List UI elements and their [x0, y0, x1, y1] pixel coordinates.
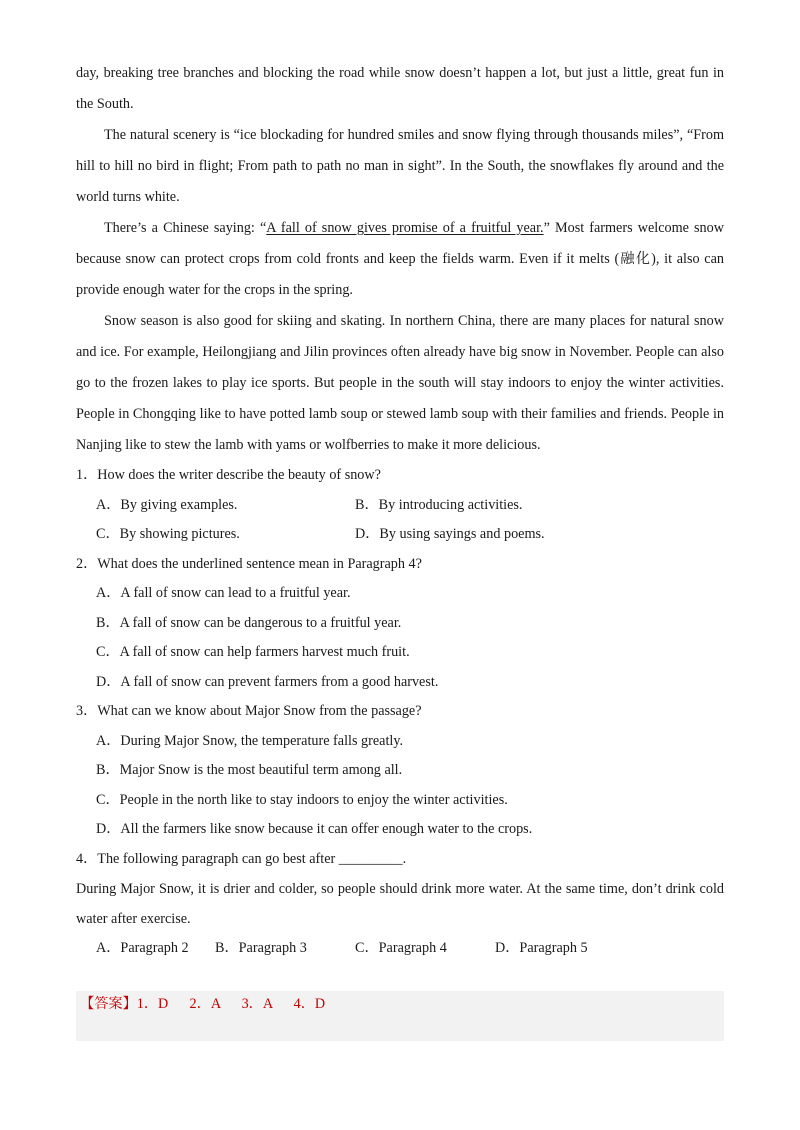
option-c: C．By showing pictures. [96, 526, 240, 542]
options-row [76, 934, 724, 964]
question-extra-paragraph: During Major Snow, it is drier and colder, so people should drink more water. At the same time, don’t drink cold water after exercise. [76, 881, 724, 927]
option-c: C．A fall of snow can help farmers harvest much fruit. [96, 644, 410, 660]
question-stem: 1．How does the writer describe the beauty of snow? [76, 467, 381, 483]
passage-paragraph-2: The natural scenery is “ice blockading for hundred smiles and snow flying through thousands miles”, “From hill to hill no bird in flight; From path to path no man in sight”. In the South, the snowflakes fly around and the world turns white. [76, 127, 724, 205]
option-a: A．During Major Snow, the temperature falls greatly. [96, 732, 404, 749]
option-b: B．A fall of snow can be dangerous to a fruitful year. [96, 614, 402, 631]
answer-key: 【答案】1．D 2．A 3．A 4．D [80, 996, 326, 1012]
answer-box [76, 991, 724, 1041]
option-a: A．Paragraph 2 [96, 940, 189, 956]
option-b: B．Major Snow is the most beautiful term among all. [96, 762, 403, 778]
p3-before: There’s a Chinese saying: “ [104, 220, 267, 236]
question-3 [76, 697, 724, 845]
passage-paragraph-4: Snow season is also good for skiing and skating. In northern China, there are many places for natural snow and ice. For example, Heilongjiang and Jilin provinces often already have big snow in November. People can also go to the frozen lakes to play ice sports. But people in the south will stay indoors to enjoy the winter activities. People in Chongqing like to have potted lamb soup or stewed lamb soup with their families and friends. People in Nanjing like to stew the lamb with yams or wolfberries to make it more delicious. [76, 313, 724, 453]
options-row [76, 491, 724, 521]
option-a: A．A fall of snow can lead to a fruitful year. [96, 585, 351, 601]
option-c: C．People in the north like to stay indoors to enjoy the winter activities. [96, 791, 508, 808]
option-a: A．By giving examples. [96, 496, 238, 513]
question-4 [76, 845, 724, 964]
question-1 [76, 461, 724, 550]
underlined-sentence: A fall of snow gives promise of a fruitful year. [266, 220, 544, 236]
passage-paragraph-3 [76, 213, 724, 306]
passage-paragraph-1: day, breaking tree branches and blocking the road while snow doesn’t happen a lot, but just a little, great fun in the South. [76, 65, 724, 112]
question-2 [76, 550, 724, 698]
question-stem: 3．What can we know about Major Snow from the passage? [76, 703, 422, 719]
p3-after: ” Most farmers welcome snow because snow can protect crops from cold fronts and keep the fields warm. Even if it melts (融化), it also can provide enough water for the crops in the spring. [76, 220, 724, 298]
option-c: C．Paragraph 4 [355, 940, 447, 956]
option-d: D．A fall of snow can prevent farmers from a good harvest. [96, 673, 439, 690]
question-stem: 2．What does the underlined sentence mean in Paragraph 4? [76, 555, 422, 572]
option-b: B．Paragraph 3 [215, 940, 307, 956]
option-b: B．By introducing activities. [355, 496, 523, 513]
option-d: D．All the farmers like snow because it can offer enough water to the crops. [96, 821, 533, 837]
document-page [76, 58, 724, 964]
option-d: D．By using sayings and poems. [355, 526, 545, 542]
option-d: D．Paragraph 5 [495, 940, 588, 956]
question-stem: 4．The following paragraph can go best after _________. [76, 850, 407, 867]
options-row [76, 520, 724, 550]
